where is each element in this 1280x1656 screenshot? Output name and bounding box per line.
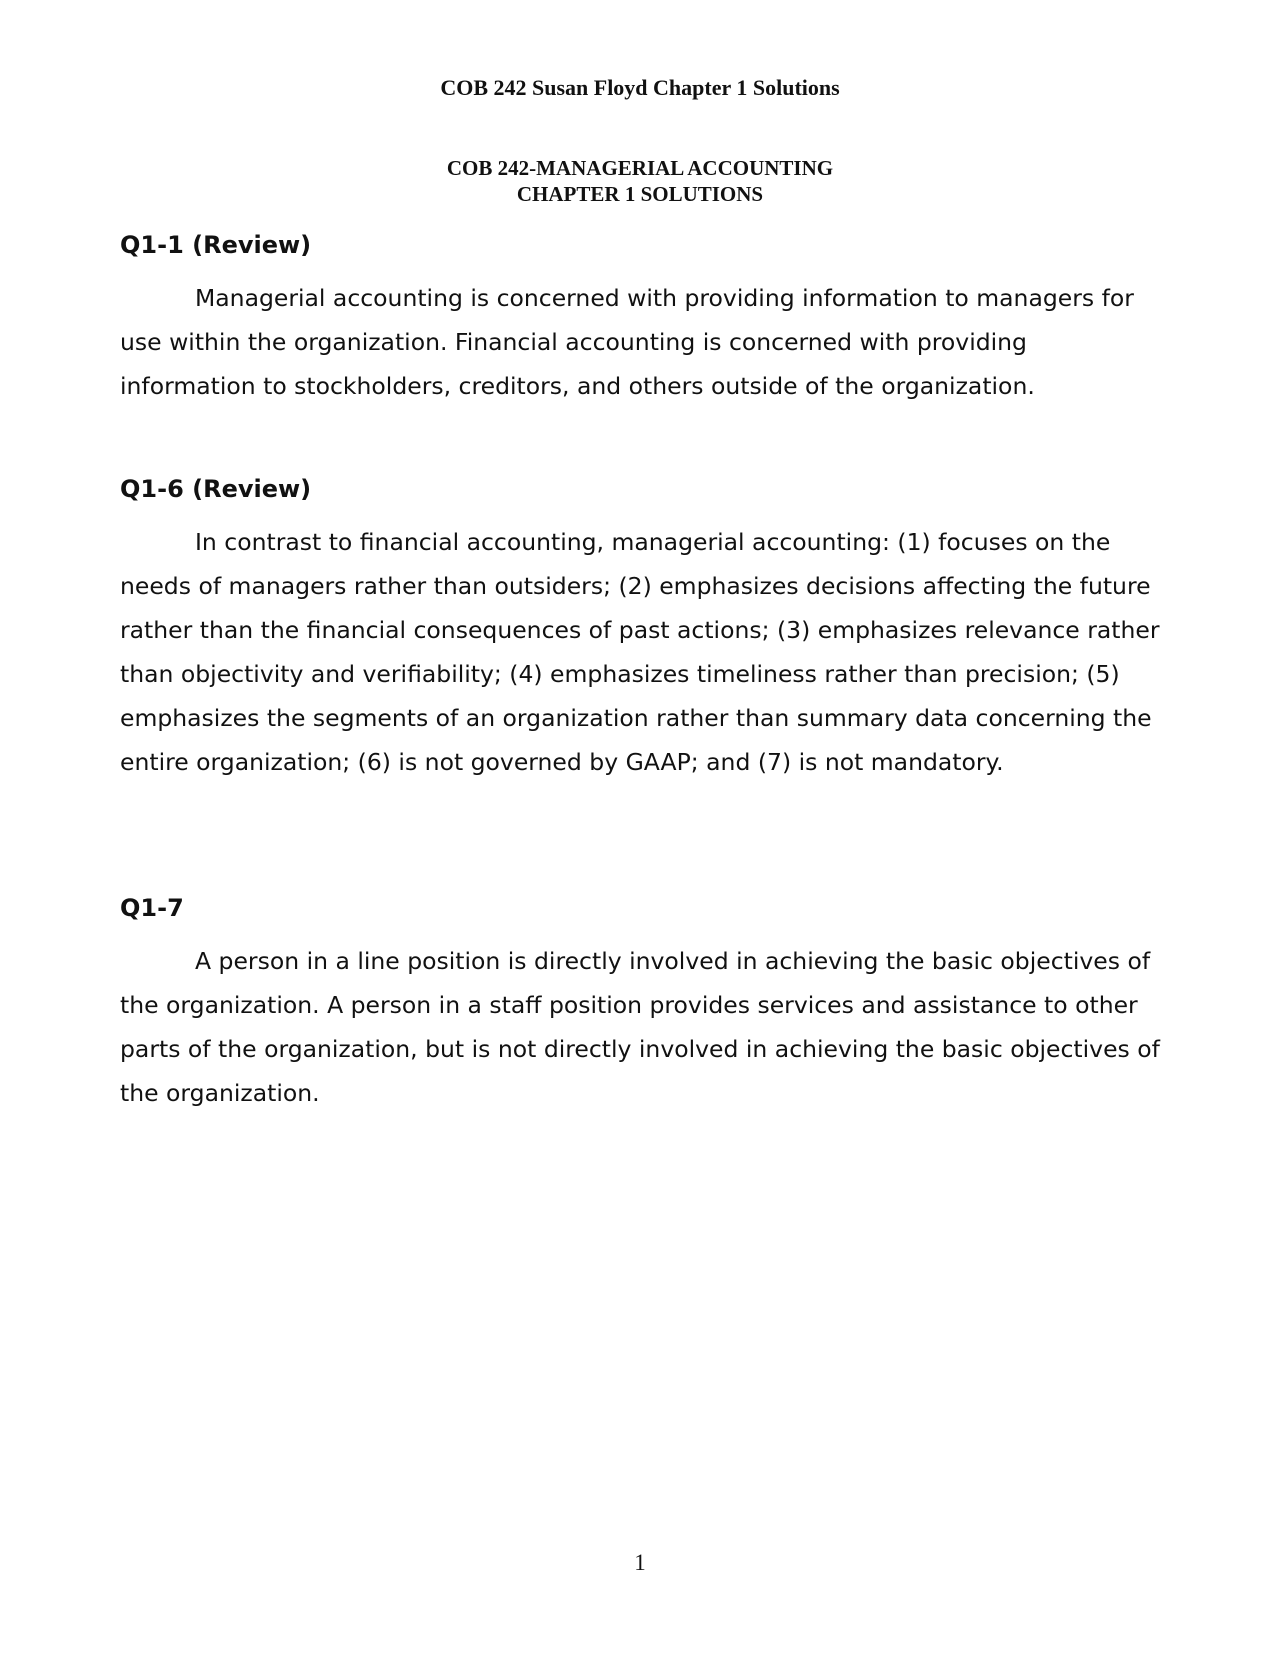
document-title-line-1: COB 242-MANAGERIAL ACCOUNTING — [446, 156, 834, 180]
section-body: In contrast to financial accounting, managerial accounting: (1) focuses on the needs of managers rather than outsiders; (2) emphasizes decisions affecting the future rather than the financial consequences of past actions; (3) emphasizes relevance rather than objectivity and verifiability; (4) emphasizes timeliness rather than precision; (5) emphasizes the segments of an organization rather than summary data concerning the entire organization; (6) is not governed by GAAP; and (7) is not mandatory. — [120, 528, 1160, 776]
section-heading: Q1-7 — [120, 894, 184, 922]
section-heading: Q1-1 (Review) — [120, 231, 312, 259]
page-number: 1 — [634, 1550, 646, 1575]
document-title — [0, 155, 1280, 207]
section-body: A person in a line position is directly involved in achieving the basic objectives of the organization. A person in a staff position provides services and assistance to other parts of the organization, but is not directly involved in achieving the basic objectives of the organization. — [120, 947, 1160, 1107]
running-header: COB 242 Susan Floyd Chapter 1 Solutions — [440, 75, 840, 100]
section-q1-6 — [120, 474, 1170, 784]
document-title-line-2: CHAPTER 1 SOLUTIONS — [516, 182, 764, 206]
section-body: Managerial accounting is concerned with providing information to managers for use within the organization. Financial accounting is concerned with providing information to stockholders, creditors, and others outside of the organization. — [120, 284, 1134, 400]
section-q1-1 — [120, 230, 1170, 408]
section-q1-7 — [120, 893, 1170, 1115]
section-heading: Q1-6 (Review) — [120, 475, 312, 503]
